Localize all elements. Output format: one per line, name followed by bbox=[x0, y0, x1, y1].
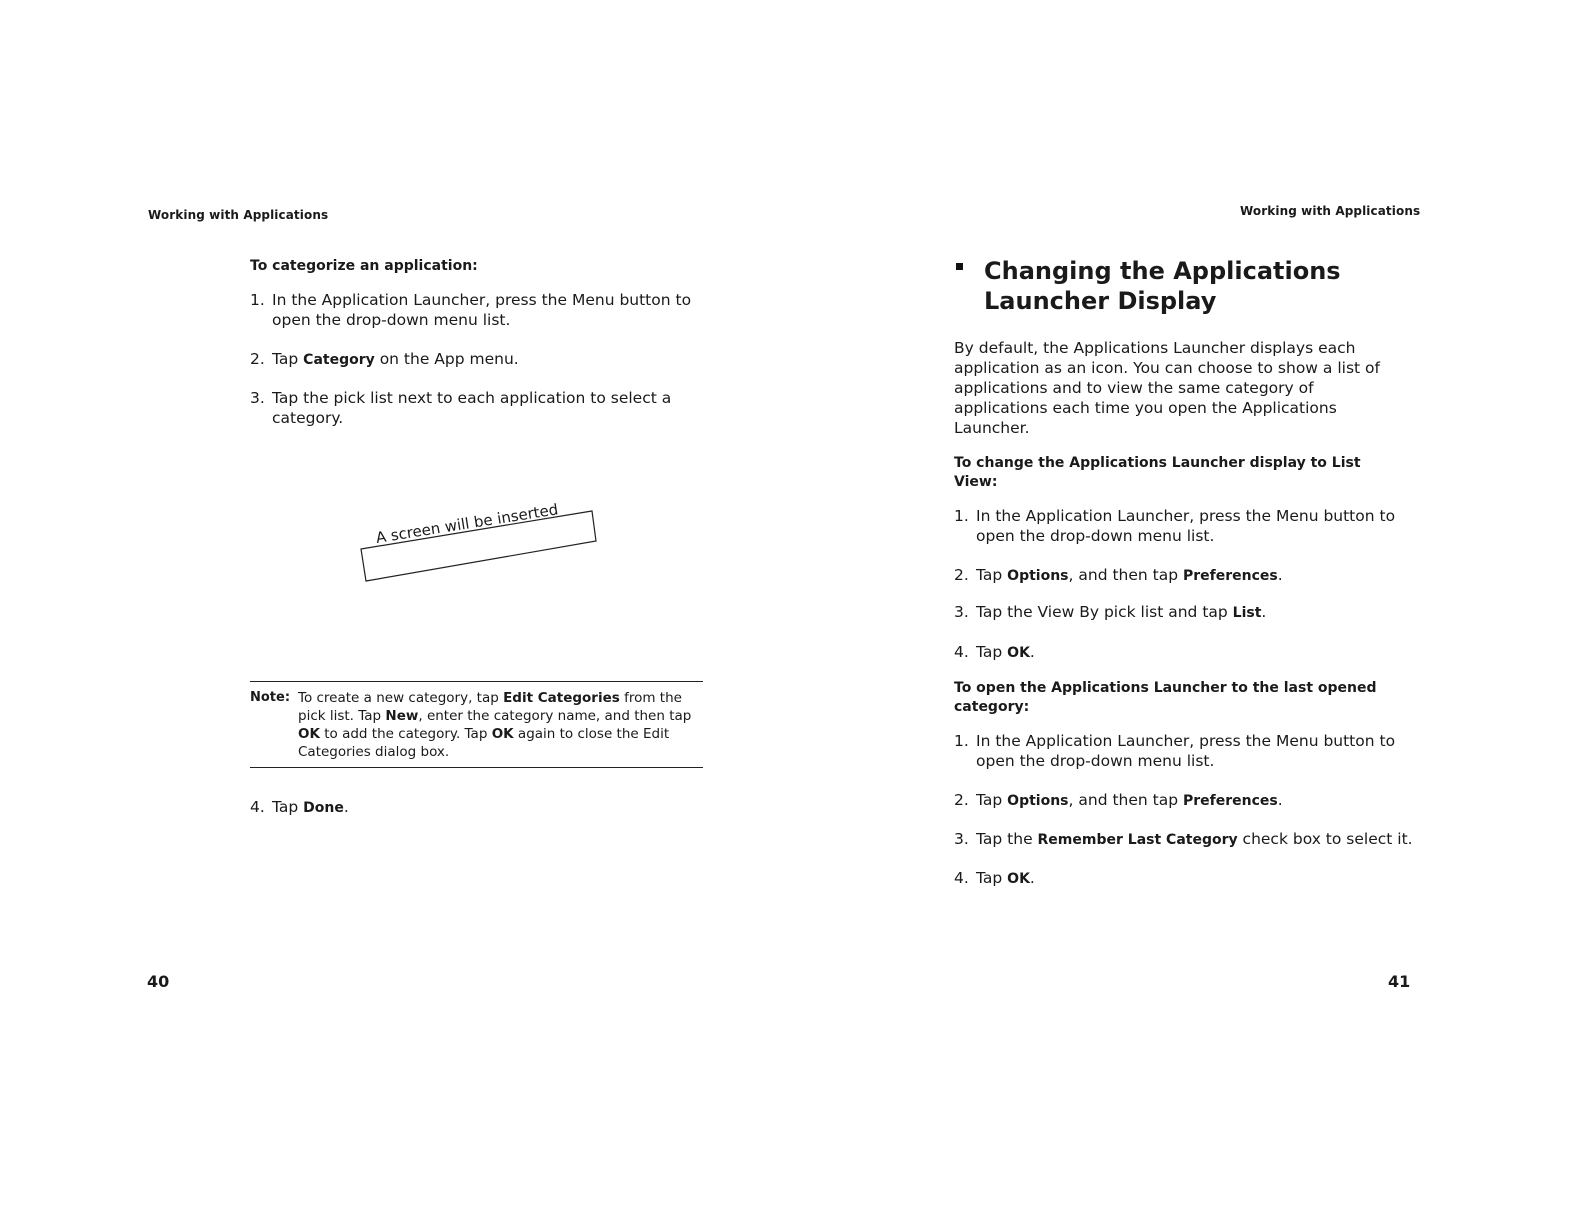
step-text: . bbox=[1029, 869, 1035, 887]
right-proc1-step-3 bbox=[954, 602, 1424, 623]
procedure-title-line: category: bbox=[954, 699, 1030, 715]
procedure-title-line: To change the Applications Launcher display to List bbox=[954, 455, 1361, 471]
step-bold-term: Preferences bbox=[1183, 568, 1278, 584]
step-number: 1. bbox=[250, 291, 265, 309]
step-text: check box to select it. bbox=[1237, 830, 1413, 848]
step-text: Tap bbox=[976, 566, 1008, 584]
note-text: pick list. Tap bbox=[298, 708, 386, 724]
procedure-title-list-view bbox=[954, 454, 1424, 492]
step-text: Tap the View By pick list and tap bbox=[976, 603, 1233, 621]
step-number: 3. bbox=[250, 389, 265, 407]
step-text: Tap the bbox=[976, 830, 1038, 848]
step-bold-term: OK bbox=[1007, 871, 1030, 887]
section-title bbox=[984, 256, 1341, 316]
step-text: . bbox=[1277, 791, 1283, 809]
step-text: Tap bbox=[272, 350, 304, 368]
right-page-number: 41 bbox=[1388, 972, 1411, 991]
step-bold-term: Category bbox=[303, 352, 375, 368]
step-bold-term: Done bbox=[303, 800, 344, 816]
step-number: 2. bbox=[954, 566, 969, 584]
left-page-number: 40 bbox=[147, 972, 170, 991]
note-text: Categories dialog box. bbox=[298, 744, 450, 760]
note-text: from the bbox=[619, 690, 682, 706]
placeholder-text: A screen will be inserted bbox=[374, 500, 560, 547]
procedure-title-line: To open the Applications Launcher to the last opened bbox=[954, 680, 1377, 696]
note-text: to add the category. Tap bbox=[319, 726, 492, 742]
step-number: 4. bbox=[954, 869, 969, 887]
step-number: 3. bbox=[954, 603, 969, 621]
step-text-line: open the drop-down menu list. bbox=[272, 311, 511, 329]
step-text-line: In the Application Launcher, press the Menu button to bbox=[272, 291, 692, 309]
step-text-line: open the drop-down menu list. bbox=[976, 527, 1215, 545]
right-proc1-step-2 bbox=[954, 565, 1424, 586]
left-procedure-title: To categorize an application: bbox=[250, 258, 478, 274]
step-text: , and then tap bbox=[1068, 791, 1183, 809]
note-label: Note: bbox=[250, 690, 291, 705]
note-bold-term: Edit Categories bbox=[503, 690, 620, 706]
section-bullet-icon bbox=[956, 263, 963, 270]
step-text: on the App menu. bbox=[374, 350, 519, 368]
note-bottom-rule bbox=[250, 767, 703, 768]
paragraph-line: applications and to view the same category of bbox=[954, 379, 1314, 397]
step-number: 3. bbox=[954, 830, 969, 848]
left-step-3 bbox=[250, 388, 710, 428]
step-text-line: category. bbox=[272, 409, 344, 427]
step-bold-term: Preferences bbox=[1183, 793, 1278, 809]
step-number: 2. bbox=[250, 350, 265, 368]
right-running-header: Working with Applications bbox=[1240, 204, 1421, 218]
right-proc1-step-1 bbox=[954, 506, 1424, 546]
note-bold-term: OK bbox=[491, 726, 514, 742]
step-bold-term: Remember Last Category bbox=[1037, 832, 1238, 848]
step-text: . bbox=[1261, 603, 1267, 621]
step-text: Tap bbox=[976, 791, 1008, 809]
note-top-rule bbox=[250, 681, 703, 682]
procedure-title-line: View: bbox=[954, 474, 998, 490]
procedure-title-last-category bbox=[954, 679, 1424, 717]
section-title-line: Launcher Display bbox=[984, 287, 1217, 315]
step-bold-term: Options bbox=[1007, 568, 1069, 584]
step-number: 4. bbox=[250, 798, 265, 816]
right-proc2-step-4 bbox=[954, 868, 1424, 889]
section-title-line: Changing the Applications bbox=[984, 257, 1341, 285]
step-text-line: In the Application Launcher, press the Menu button to bbox=[976, 732, 1396, 750]
step-text: Tap bbox=[272, 798, 304, 816]
step-text: . bbox=[1029, 643, 1035, 661]
screenshot-placeholder bbox=[356, 500, 601, 587]
step-bold-term: Options bbox=[1007, 793, 1069, 809]
step-text: , and then tap bbox=[1068, 566, 1183, 584]
step-text: Tap bbox=[976, 643, 1008, 661]
note-bold-term: New bbox=[385, 708, 419, 724]
step-number: 2. bbox=[954, 791, 969, 809]
step-number: 1. bbox=[954, 507, 969, 525]
note-bold-term: OK bbox=[298, 726, 320, 742]
left-step-4 bbox=[250, 797, 710, 818]
note-text: , enter the category name, and then tap bbox=[418, 708, 692, 724]
right-proc1-step-4 bbox=[954, 642, 1424, 663]
paragraph-line: applications each time you open the Applications bbox=[954, 399, 1337, 417]
step-number: 1. bbox=[954, 732, 969, 750]
step-text-line: open the drop-down menu list. bbox=[976, 752, 1215, 770]
right-proc2-step-1 bbox=[954, 731, 1424, 771]
note-block bbox=[250, 689, 710, 761]
right-proc2-step-3 bbox=[954, 829, 1434, 850]
step-number: 4. bbox=[954, 643, 969, 661]
step-bold-term: OK bbox=[1007, 645, 1030, 661]
paragraph-line: application as an icon. You can choose to show a list of bbox=[954, 359, 1380, 377]
step-text-line: In the Application Launcher, press the Menu button to bbox=[976, 507, 1396, 525]
step-bold-term: List bbox=[1232, 605, 1262, 621]
intro-paragraph bbox=[954, 338, 1424, 438]
paragraph-line: Launcher. bbox=[954, 419, 1030, 437]
note-text: To create a new category, tap bbox=[298, 690, 504, 706]
step-text-line: Tap the pick list next to each application to select a bbox=[272, 389, 672, 407]
left-step-1 bbox=[250, 290, 710, 330]
step-text: . bbox=[343, 798, 349, 816]
step-text: . bbox=[1277, 566, 1283, 584]
left-step-2 bbox=[250, 349, 710, 370]
step-text: Tap bbox=[976, 869, 1008, 887]
right-proc2-step-2 bbox=[954, 790, 1424, 811]
paragraph-line: By default, the Applications Launcher displays each bbox=[954, 339, 1356, 357]
left-running-header: Working with Applications bbox=[148, 208, 329, 222]
note-text: again to close the Edit bbox=[513, 726, 670, 742]
